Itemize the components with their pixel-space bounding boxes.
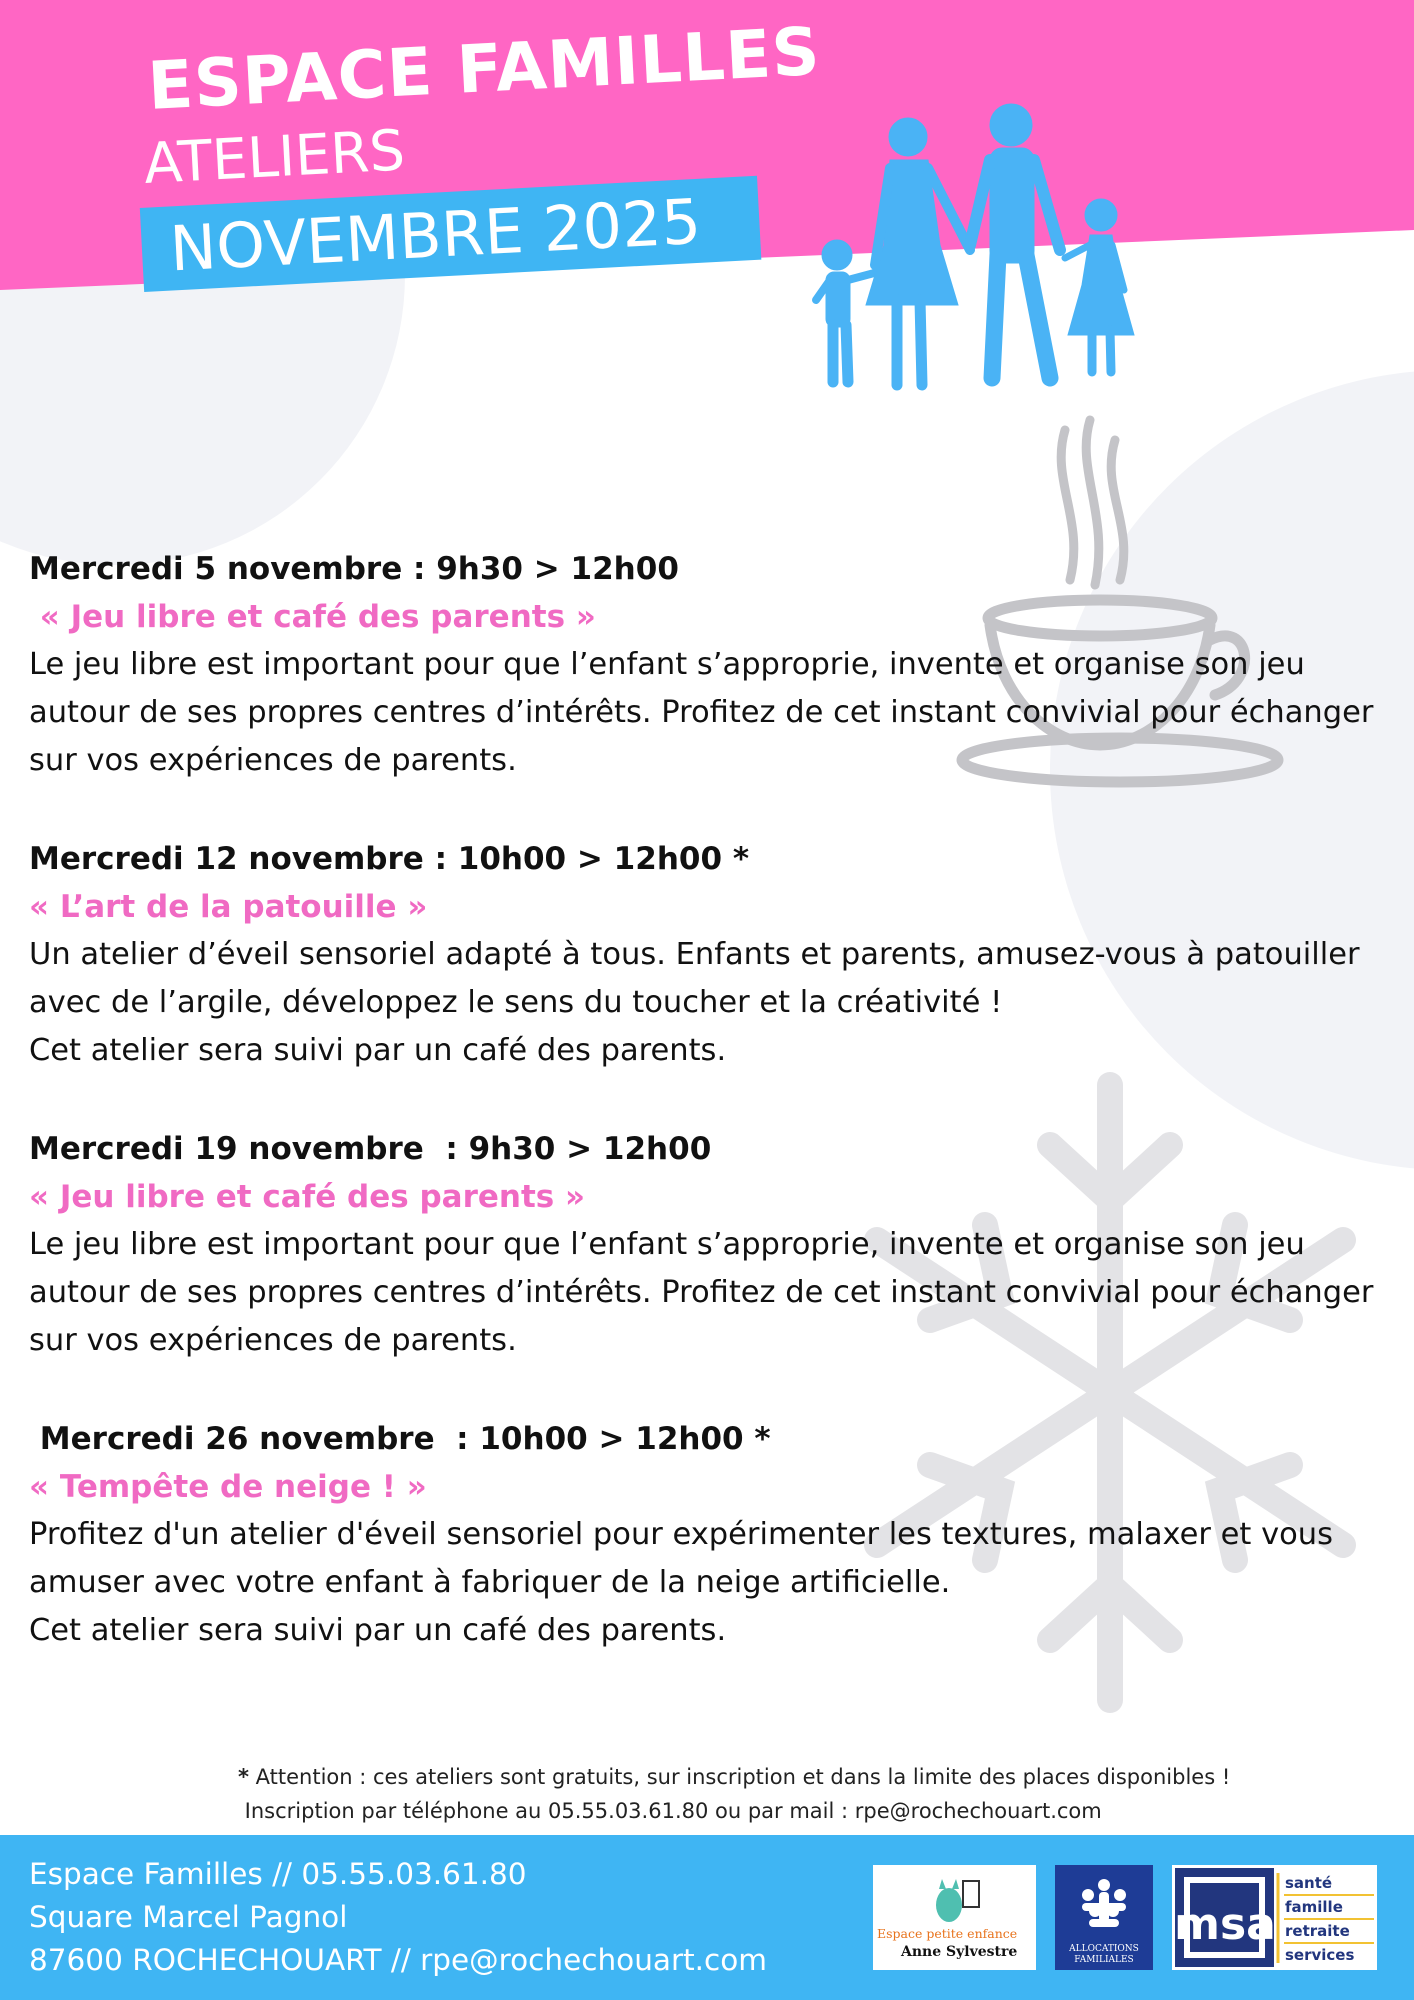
event-date: Mercredi 26 novembre : 10h00 > 12h00 *	[29, 1421, 771, 1457]
footer	[0, 1835, 1414, 2000]
registration-note	[238, 1760, 1230, 1828]
logo-espace-line2: Anne Sylvestre	[901, 1944, 1018, 1960]
msa-item: santé	[1285, 1874, 1333, 1892]
month-label: NOVEMBRE 2025	[168, 184, 703, 286]
description-line: Cet atelier sera suivi par un café des parents.	[29, 1033, 727, 1068]
event-description	[29, 1511, 1399, 1655]
event-title: « Jeu libre et café des parents »	[29, 1179, 586, 1215]
msa-logo	[1172, 1865, 1377, 1970]
event-item	[29, 1125, 1399, 1365]
msa-item: famille	[1285, 1898, 1343, 1916]
event-item	[29, 835, 1399, 1075]
event-title: « Tempête de neige ! »	[29, 1469, 427, 1505]
note-asterisk: *	[238, 1765, 249, 1789]
description-line: avec de l’argile, développez le sens du toucher et la créativité !	[29, 985, 1003, 1020]
caf-logo	[1055, 1865, 1153, 1970]
msa-item: services	[1285, 1946, 1355, 1964]
event-description	[29, 931, 1399, 1075]
event-item	[29, 545, 1399, 785]
page-title: ESPACE FAMILLES	[145, 12, 823, 125]
description-line: autour de ses propres centres d’intérêts. Profitez de cet instant convivial pour échanger	[29, 695, 1374, 730]
caf-line2: FAMILIALES	[1074, 1955, 1134, 1965]
description-line: Le jeu libre est important pour que l’enfant s’approprie, invente et organise son jeu	[29, 1227, 1305, 1262]
event-date: Mercredi 5 novembre : 9h30 > 12h00	[29, 551, 679, 587]
event-item	[29, 1415, 1399, 1655]
note-line	[238, 1760, 1230, 1794]
description-line: Profitez d'un atelier d'éveil sensoriel pour expérimenter les textures, malaxer et vous	[29, 1517, 1333, 1552]
event-date: Mercredi 19 novembre : 9h30 > 12h00	[29, 1131, 712, 1167]
page-subtitle: ATELIERS	[142, 118, 407, 197]
footer-contact	[29, 1853, 767, 1982]
description-line: amuser avec votre enfant à fabriquer de la neige artificielle.	[29, 1565, 951, 1600]
caf-line1: ALLOCATIONS	[1069, 1944, 1139, 1954]
description-line: Cet atelier sera suivi par un café des parents.	[29, 1613, 727, 1648]
footer-line-city-email: 87600 ROCHECHOUART // rpe@rochechouart.com	[29, 1943, 768, 1977]
cat-icon	[873, 1865, 1036, 1970]
description-line: autour de ses propres centres d’intérêts. Profitez de cet instant convivial pour échanger	[29, 1275, 1374, 1310]
description-line: Un atelier d’éveil sensoriel adapté à tous. Enfants et parents, amusez-vous à patouiller	[29, 937, 1360, 972]
description-line: sur vos expériences de parents.	[29, 743, 517, 778]
logo-espace-line1: Espace petite enfance	[877, 1926, 1018, 1941]
caf-figures-icon	[1055, 1865, 1153, 1970]
header	[0, 0, 900, 320]
event-description	[29, 1221, 1399, 1365]
note-text: Attention : ces ateliers sont gratuits, sur inscription et dans la limite des places disponibles !	[248, 1765, 1231, 1789]
event-title: « L’art de la patouille »	[29, 889, 428, 925]
note-line: Inscription par téléphone au 05.55.03.61.80 ou par mail : rpe@rochechouart.com	[238, 1799, 1102, 1823]
description-line: sur vos expériences de parents.	[29, 1323, 517, 1358]
description-line: Le jeu libre est important pour que l’enfant s’approprie, invente et organise son jeu	[29, 647, 1305, 682]
msa-letters: msa	[1174, 1899, 1276, 1950]
msa-mark-icon	[1172, 1865, 1377, 1970]
event-title: « Jeu libre et café des parents »	[29, 599, 596, 635]
footer-line-address: Square Marcel Pagnol	[29, 1900, 348, 1934]
espace-petite-enfance-logo	[873, 1865, 1036, 1970]
month-banner	[140, 176, 762, 292]
event-description	[29, 641, 1399, 785]
footer-line-phone: Espace Familles // 05.55.03.61.80	[29, 1857, 527, 1891]
events-list	[29, 545, 1399, 1705]
event-date: Mercredi 12 novembre : 10h00 > 12h00 *	[29, 841, 750, 877]
msa-item: retraite	[1285, 1922, 1350, 1940]
